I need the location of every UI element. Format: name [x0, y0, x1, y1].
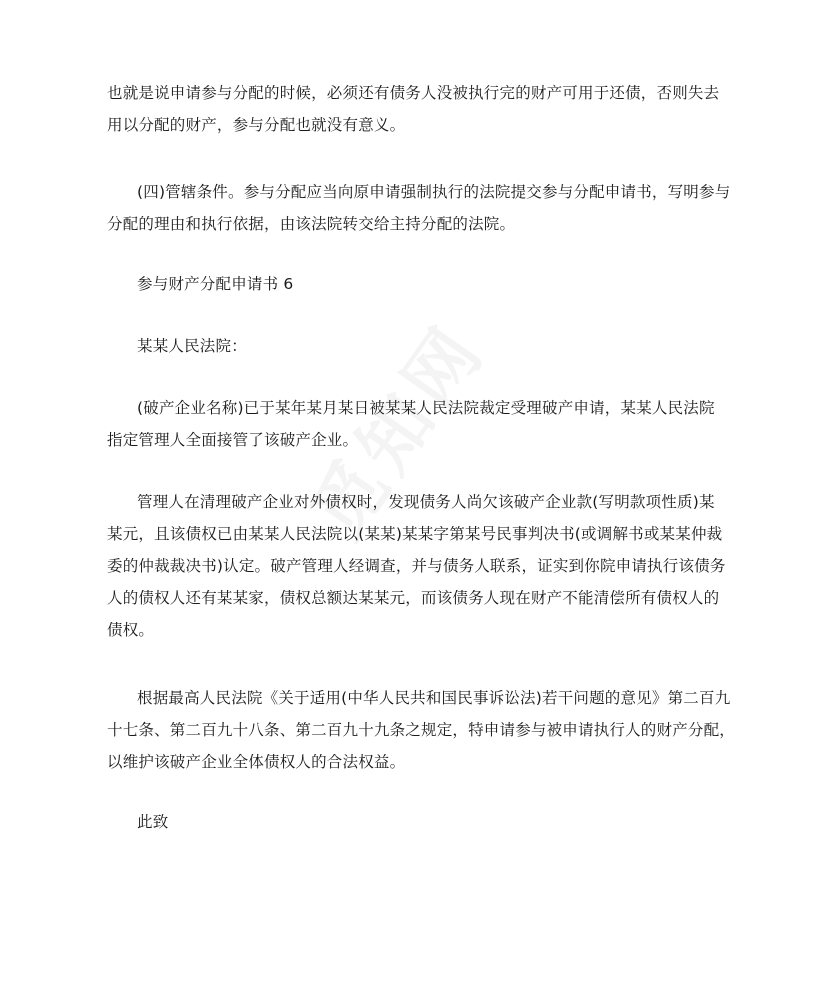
- text-line: 某某人民法院：: [137, 337, 247, 355]
- text-line: (破产企业名称)已于某年某月某日被某某人民法院裁定受理破产申请，某某人民法院: [137, 399, 715, 417]
- paragraph-distribution-condition: [107, 77, 737, 141]
- document-title: [107, 268, 737, 300]
- paragraph-bankruptcy-acceptance: [107, 392, 737, 456]
- closing-salutation: [107, 806, 737, 838]
- text-line: 指定管理人全面接管了该破产企业。: [107, 431, 359, 449]
- text-line: 某元，且该债权已由某某人民法院以(某某)某某字第某号民事判决书(或调解书或某某仲裁: [107, 525, 723, 543]
- text-line: 用以分配的财产，参与分配也就没有意义。: [107, 116, 406, 134]
- text-line: (四)管辖条件。参与分配应当向原申请强制执行的法院提交参与分配申请书，写明参与: [137, 183, 731, 201]
- text-line: 人的债权人还有某某家，债权总额达某某元，而该债务人现在财产不能清偿所有债权人的: [107, 589, 720, 607]
- text-line: 参与财产分配申请书 6: [137, 275, 294, 293]
- text-line: 以维护该破产企业全体债权人的合法权益。: [107, 753, 406, 771]
- text-line: 分配的理由和执行依据，由该法院转交给主持分配的法院。: [107, 215, 516, 233]
- text-line: 委的仲裁裁决书)认定。破产管理人经调查，并与债务人联系，证实到你院申请执行该债务: [107, 557, 726, 575]
- paragraph-legal-basis: [107, 682, 737, 778]
- text-line: 十七条、第二百九十八条、第二百九十九条之规定，特申请参与被申请执行人的财产分配，: [107, 721, 736, 739]
- text-line: 债权。: [107, 621, 155, 639]
- addressee: [107, 330, 737, 362]
- text-line: 此致: [137, 813, 169, 831]
- paragraph-creditor-claim: [107, 486, 737, 646]
- text-line: 根据最高人民法院《关于适用(中华人民共和国民事诉讼法)若干问题的意见》第二百九: [137, 689, 731, 707]
- text-line: 管理人在清理破产企业对外债权时，发现债务人尚欠该破产企业款(写明款项性质)某: [137, 493, 715, 511]
- paragraph-jurisdiction-condition: [107, 176, 737, 240]
- text-line: 也就是说申请参与分配的时候，必须还有债务人没被执行完的财产可用于还债，否则失去: [107, 84, 720, 102]
